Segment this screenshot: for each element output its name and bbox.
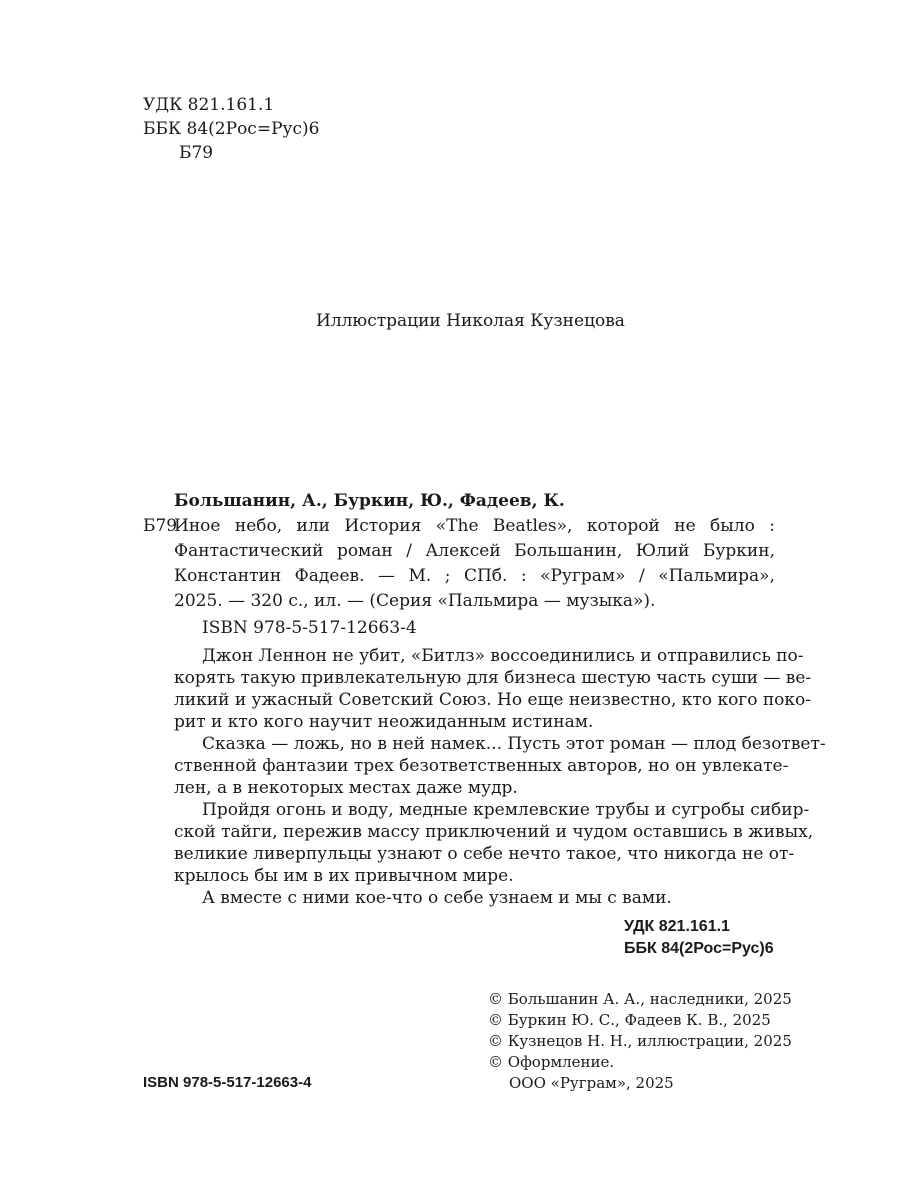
bbk-top: ББК 84(2Рос=Рус)6 [143, 119, 320, 139]
copyright-line: © Буркин Ю. С., Фадеев К. В., 2025 [488, 1011, 771, 1029]
annotation-line: Джон Леннон не убит, «Битлз» воссоединились и отправились по- [202, 646, 804, 666]
annotation-line: корять такую привлекательную для бизнеса шестую часть суши — ве- [174, 668, 812, 688]
description-line: 2025. — 320 с., ил. — (Серия «Пальмира — музыка»). [174, 591, 656, 611]
description-line: Константин Фадеев. — М. ; СПб. : «Руграм» / «Пальмира», [174, 566, 775, 586]
description-line: Фантастический роман / Алексей Большанин, Юлий Буркин, [174, 541, 775, 561]
authors-heading: Большанин, А., Буркин, Ю., Фадеев, К. [174, 491, 565, 511]
annotation-line: рит и кто кого научит неожиданным истинам. [174, 712, 594, 732]
copyright-line: ООО «Руграм», 2025 [509, 1074, 674, 1092]
isbn-catalog: ISBN 978-5-517-12663-4 [202, 618, 417, 638]
annotation-line: лен, а в некоторых местах даже мудр. [174, 778, 518, 798]
annotation-line: ской тайги, пережив массу приключений и чудом оставшись в живых, [174, 822, 814, 842]
author-mark: Б79 [143, 516, 178, 536]
udk-bottom: УДК 821.161.1 [624, 918, 730, 935]
copyright-line: © Кузнецов Н. Н., иллюстрации, 2025 [488, 1032, 792, 1050]
author-mark-top: Б79 [179, 143, 214, 163]
isbn-bottom: ISBN 978-5-517-12663-4 [143, 1074, 312, 1091]
illustrations-credit: Иллюстрации Николая Кузнецова [316, 311, 625, 331]
annotation-line: Сказка — ложь, но в ней намек... Пусть этот роман — плод безответ- [202, 734, 826, 754]
copyright-line: © Большанин А. А., наследники, 2025 [488, 990, 792, 1008]
bbk-bottom: ББК 84(2Рос=Рус)6 [624, 940, 774, 957]
description-line: Иное небо, или История «The Beatles», которой не было : [174, 516, 775, 536]
annotation-line: ликий и ужасный Советский Союз. Но еще неизвестно, кто кого поко- [174, 690, 812, 710]
annotation-line: А вместе с ними кое-что о себе узнаем и мы с вами. [202, 888, 672, 908]
udk-top: УДК 821.161.1 [143, 95, 275, 115]
annotation-line: крылось бы им в их привычном мире. [174, 866, 514, 886]
annotation-line: великие ливерпульцы узнают о себе нечто такое, что никогда не от- [174, 844, 795, 864]
annotation-line: ственной фантазии трех безответственных авторов, но он увлекате- [174, 756, 789, 776]
annotation-line: Пройдя огонь и воду, медные кремлевские трубы и сугробы сибир- [202, 800, 810, 820]
copyright-line: © Оформление. [488, 1053, 615, 1071]
